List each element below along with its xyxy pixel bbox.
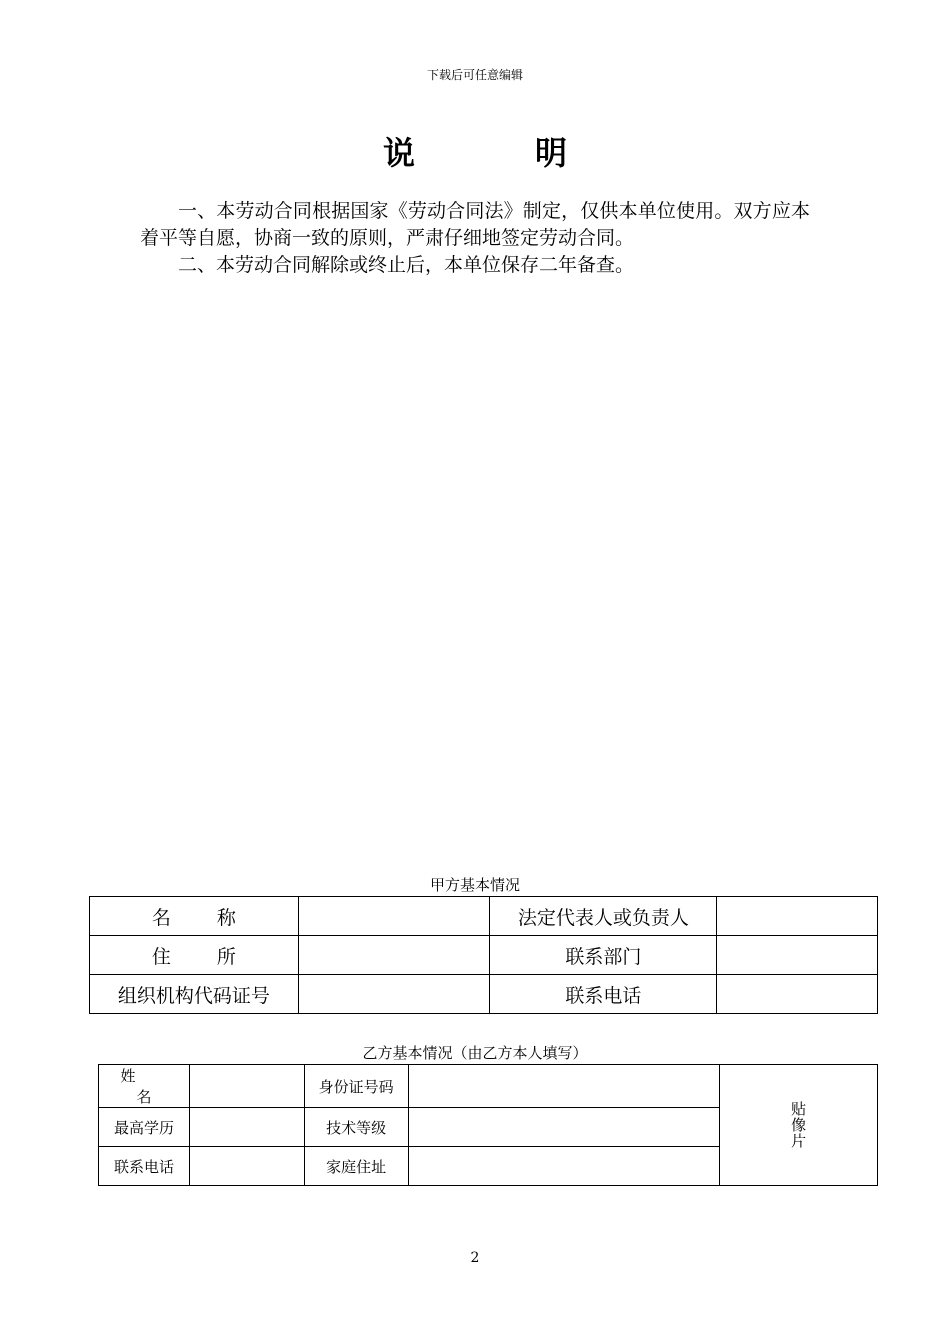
party-a-caption: 甲方基本情况 — [429, 876, 520, 894]
party-a-department-label: 联系部门 — [490, 936, 717, 975]
party-b-name-field[interactable] — [189, 1065, 304, 1108]
party-b-home-address-label: 家庭住址 — [304, 1147, 408, 1186]
table-row — [90, 897, 878, 936]
title-char-1: 说 — [382, 134, 415, 172]
party-a-name-field[interactable] — [298, 897, 490, 936]
party-b-education-label: 最高学历 — [99, 1108, 190, 1147]
party-a-legal-rep-field[interactable] — [717, 897, 878, 936]
paragraph-2: 二、本劳动合同解除或终止后，本单位保存二年备查。 — [178, 254, 635, 276]
photo-label-2: 像 — [791, 1116, 807, 1134]
party-b-name-label: 姓名 — [99, 1065, 190, 1108]
party-b-id-number-label: 身份证号码 — [304, 1065, 408, 1108]
party-a-address-field[interactable] — [298, 936, 490, 975]
table-row — [99, 1065, 878, 1108]
party-a-phone-label: 联系电话 — [490, 975, 717, 1014]
party-a-address-label: 住所 — [90, 936, 299, 975]
table-row — [90, 975, 878, 1014]
title-char-2: 明 — [535, 134, 568, 172]
party-a-table — [89, 896, 878, 1014]
party-a-org-code-field[interactable] — [298, 975, 490, 1014]
party-a-phone-field[interactable] — [717, 975, 878, 1014]
page-title — [0, 128, 950, 174]
party-b-skill-level-label: 技术等级 — [304, 1108, 408, 1147]
paragraph-1: 一、本劳动合同根据国家《劳动合同法》制定，仅供本单位使用。双方应本着平等自愿，协商一致的原则，严肃仔细地签定劳动合同。 — [140, 200, 810, 249]
party-b-education-field[interactable] — [189, 1108, 304, 1147]
party-a-department-field[interactable] — [717, 936, 878, 975]
party-b-skill-level-field[interactable] — [408, 1108, 720, 1147]
party-a-legal-rep-label: 法定代表人或负责人 — [490, 897, 717, 936]
table-row — [90, 936, 878, 975]
page-number: 2 — [470, 1250, 480, 1266]
party-b-id-number-field[interactable] — [408, 1065, 720, 1108]
party-b-home-address-field[interactable] — [408, 1147, 720, 1186]
party-a-org-code-label: 组织机构代码证号 — [90, 975, 299, 1014]
party-b-phone-field[interactable] — [189, 1147, 304, 1186]
header-note: 下载后可任意编辑 — [426, 68, 523, 82]
photo-box[interactable] — [720, 1065, 878, 1186]
photo-label-1: 贴 — [791, 1100, 807, 1118]
party-b-caption: 乙方基本情况（由乙方本人填写） — [362, 1044, 588, 1062]
instructions-body — [140, 198, 810, 279]
party-b-table — [98, 1064, 878, 1186]
photo-label-3: 片 — [791, 1132, 807, 1150]
party-b-phone-label: 联系电话 — [99, 1147, 190, 1186]
party-a-name-label: 名称 — [90, 897, 299, 936]
